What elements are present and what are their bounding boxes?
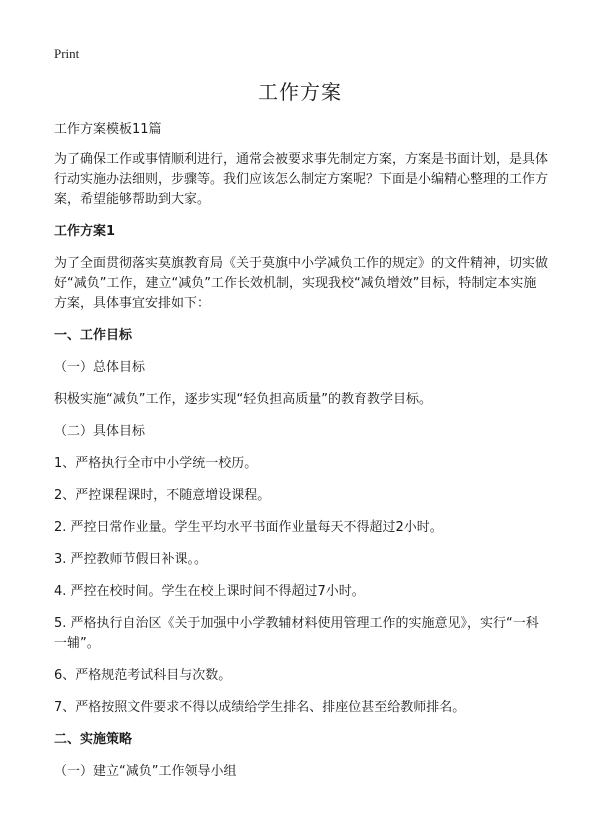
heading-work-goals: 一、工作目标: [54, 328, 133, 343]
section-1-paragraph: 为了全面贯彻落实莫旗教育局《关于莫旗中小学减负工作的规定》的文件精神，切实做好“减负”工作，建立“减负”工作长效机制，实现我校“减负增效”目标，特制定本实施方案，具体事宜安排如下：: [54, 256, 549, 311]
print-link[interactable]: Print: [54, 46, 80, 61]
page-title: 工作方案: [258, 80, 342, 104]
list-item: 7、严格按照文件要求不得以成绩给学生排名、排座位甚至给教师排名。: [54, 700, 466, 715]
list-item: 3. 严控教师节假日补课。。: [54, 552, 208, 567]
list-item: 2、严控课程课时，不随意增设课程。: [54, 488, 271, 503]
heading-implementation-strategy: 二、实施策略: [54, 732, 133, 747]
list-item: 2. 严控日常作业量。学生平均水平书面作业量每天不得超过2小时。: [54, 520, 443, 535]
subheading-specific-goals: （二）具体目标: [54, 424, 146, 439]
subheading-overall-goal: （一）总体目标: [54, 360, 146, 375]
section-heading-plan-1: 工作方案1: [54, 224, 116, 239]
document-subtitle: 工作方案模板11篇: [54, 122, 162, 137]
list-item: 5. 严格执行自治区《关于加强中小学教辅材料使用管理工作的实施意见》，实行“一科一辅”。: [54, 616, 539, 651]
overall-goal-text: 积极实施“减负”工作，逐步实现“轻负担高质量”的教育教学目标。: [54, 392, 432, 407]
subheading-leadership-group: （一）建立“减负”工作领导小组: [54, 764, 237, 779]
list-item: 6、严格规范考试科目与次数。: [54, 668, 232, 683]
intro-paragraph: 为了确保工作或事情顺利进行，通常会被要求事先制定方案，方案是书面计划，是具体行动实施办法细则，步骤等。我们应该怎么制定方案呢？下面是小编精心整理的工作方案，希望能够帮助到大家。: [54, 152, 549, 207]
document-body: [54, 120, 548, 794]
list-item: 1、严格执行全市中小学统一校历。: [54, 456, 258, 471]
list-item: 4. 严控在校时间。学生在校上课时间不得超过7小时。: [54, 584, 365, 599]
